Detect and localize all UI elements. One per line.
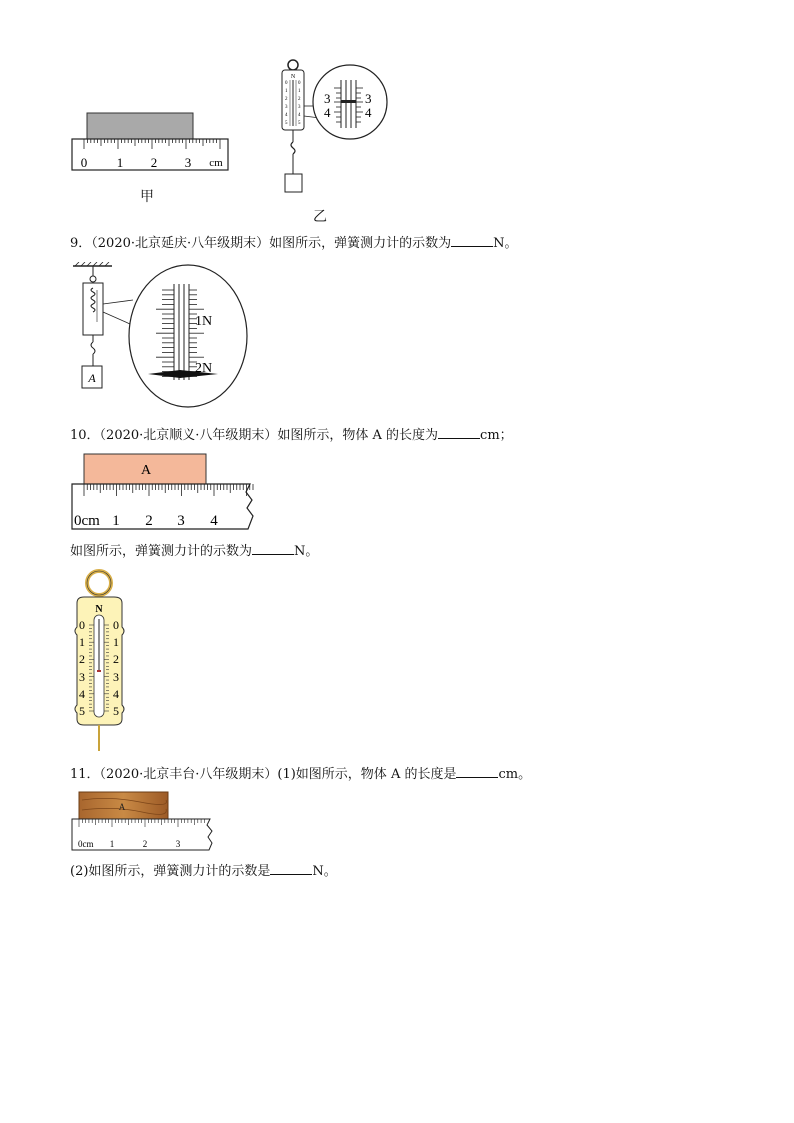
ruler-label: 1	[109, 839, 115, 849]
answer-blank-q10[interactable]	[438, 426, 480, 439]
svg-text:1: 1	[79, 635, 85, 649]
object-label: A	[118, 802, 126, 812]
question-10-part2	[70, 542, 318, 560]
svg-text:2: 2	[298, 97, 301, 102]
meter-unit: N	[290, 74, 296, 80]
svg-text:4: 4	[113, 687, 119, 701]
question-11-part2	[70, 862, 337, 880]
ruler-label: 0cm	[78, 839, 94, 849]
figure-jia-ruler	[70, 112, 232, 174]
object-label: A	[140, 463, 152, 478]
svg-text:3: 3	[285, 105, 288, 110]
svg-text:4: 4	[298, 113, 301, 118]
svg-text:0: 0	[285, 81, 288, 86]
question-10-text: 10．（2020·北京顺义·八年级期末）如图所示，物体 A 的长度为	[70, 428, 439, 443]
question-9-text: 9．（2020·北京延庆·八年级期末）如图所示，弹簧测力计的示数为	[70, 236, 452, 251]
answer-blank-q10b[interactable]	[252, 542, 294, 555]
figure-q11-ruler	[70, 790, 216, 852]
zoom-label: 4	[365, 105, 372, 120]
figure-q9-spring-scale	[70, 262, 250, 412]
question-10	[70, 426, 513, 444]
svg-text:1: 1	[285, 89, 288, 94]
svg-text:3: 3	[298, 105, 301, 110]
ruler-label: 2	[142, 839, 148, 849]
ruler-label: 4	[210, 513, 218, 529]
question-11	[70, 765, 531, 783]
zoom-label: 4	[324, 105, 331, 120]
zoom-label-2n: 2N	[195, 361, 213, 376]
svg-text:5: 5	[285, 121, 288, 126]
svg-text:4: 4	[285, 113, 288, 118]
caption-yi: 乙	[313, 209, 327, 225]
figure-q10-ruler	[70, 452, 256, 532]
svg-text:0: 0	[79, 618, 85, 632]
svg-text:1: 1	[113, 635, 119, 649]
ruler-label: 3	[184, 155, 192, 170]
figure-q10-spring-scale	[72, 569, 130, 753]
question-9	[70, 234, 518, 252]
question-11-text: 11．（2020·北京丰台·八年级期末）(1)如图所示，物体 A 的长度是	[70, 767, 457, 782]
svg-text:1: 1	[298, 89, 301, 94]
svg-text:0: 0	[113, 618, 119, 632]
svg-text:2: 2	[79, 652, 85, 666]
question-10-unit: cm；	[480, 428, 513, 443]
ruler-label: 3	[177, 513, 185, 529]
object-label: A	[88, 371, 96, 385]
zoom-label: 3	[324, 91, 331, 106]
ruler-label: 2	[150, 155, 158, 170]
svg-text:3: 3	[113, 670, 119, 684]
ruler-label: 3	[175, 839, 181, 849]
ruler-label: 1	[112, 513, 120, 529]
ruler-unit: cm	[209, 157, 223, 169]
zoom-label-1n: 1N	[195, 314, 213, 329]
question-11-part2-text: (2)如图所示，弹簧测力计的示数是	[70, 864, 271, 879]
svg-text:5: 5	[298, 121, 301, 126]
svg-text:0: 0	[298, 81, 301, 86]
answer-blank-q11b[interactable]	[270, 862, 312, 875]
question-11-part2-unit: N。	[312, 864, 337, 879]
svg-text:4: 4	[79, 687, 85, 701]
svg-text:5: 5	[79, 704, 85, 718]
zoom-label: 3	[365, 91, 372, 106]
svg-text:3: 3	[79, 670, 85, 684]
ruler-label: 0cm	[74, 513, 100, 529]
answer-blank-q9[interactable]	[451, 234, 493, 247]
ruler-label: 1	[116, 155, 124, 170]
meter-unit: N	[95, 604, 103, 615]
answer-blank-q11[interactable]	[456, 765, 498, 778]
question-11-unit: cm。	[498, 767, 532, 782]
figure-yi-spring-scale	[274, 58, 394, 198]
svg-text:5: 5	[113, 704, 119, 718]
question-10-part2-text: 如图所示，弹簧测力计的示数为	[70, 544, 253, 559]
svg-text:2: 2	[285, 97, 288, 102]
svg-text:2: 2	[113, 652, 119, 666]
ruler-label: 0	[80, 155, 88, 170]
question-10-part2-unit: N。	[294, 544, 319, 559]
ruler-label: 2	[145, 513, 153, 529]
question-9-unit: N。	[493, 236, 518, 251]
caption-jia: 甲	[140, 189, 154, 205]
